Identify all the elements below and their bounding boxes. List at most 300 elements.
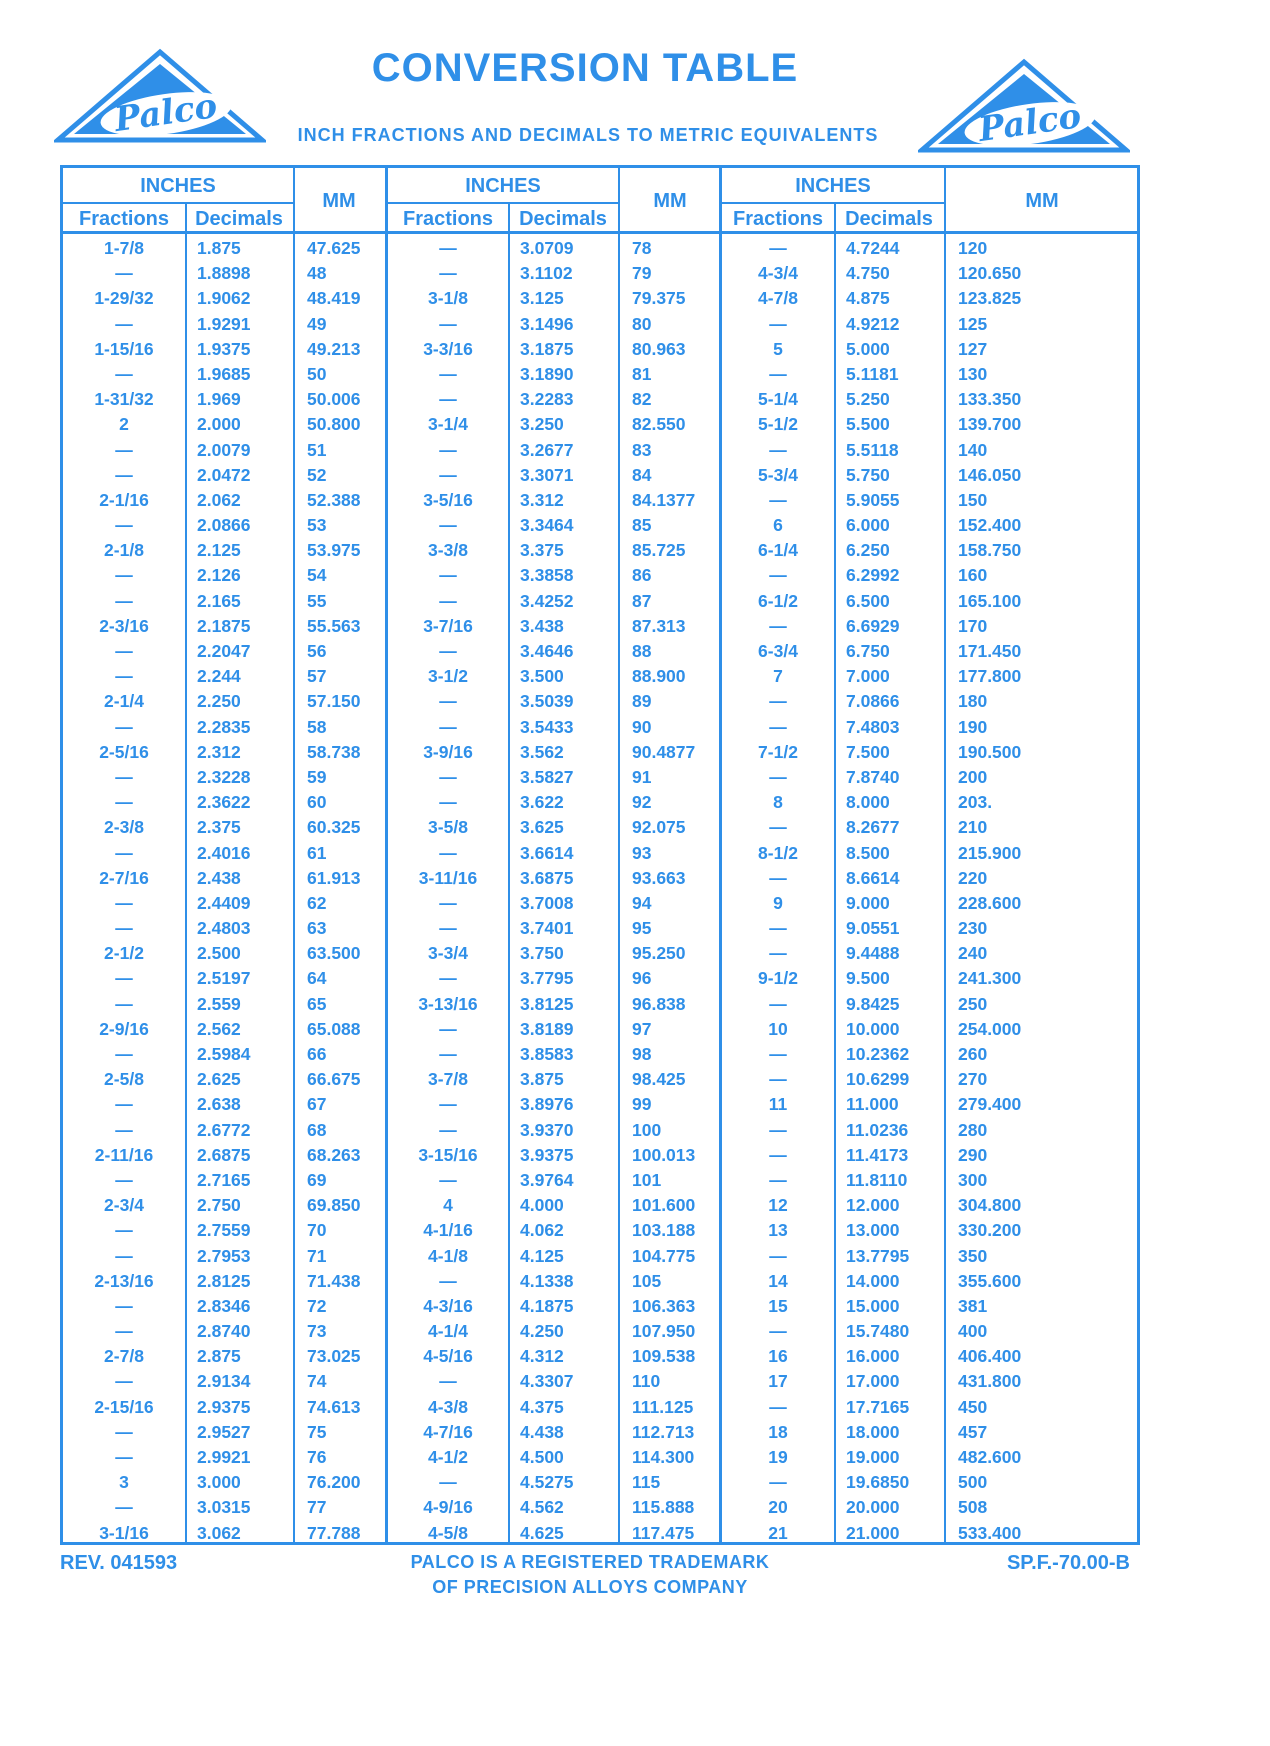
table-row (722, 815, 1137, 840)
decimal-cell: 3.438 (520, 615, 564, 636)
decimal-cell: 3.2283 (520, 389, 574, 410)
decimal-cell: 3.6614 (520, 842, 574, 863)
fraction-cell: 1-31/32 (94, 389, 154, 410)
table-row (63, 412, 385, 437)
table-row (388, 538, 719, 563)
trademark-notice (360, 1550, 820, 1600)
fraction-cell: 6 (773, 515, 783, 536)
mm-cell: 61.913 (307, 867, 361, 888)
decimal-cell: 11.0236 (846, 1119, 909, 1140)
table-row (63, 639, 385, 664)
table-row (63, 236, 385, 261)
fraction-cell: — (115, 641, 133, 661)
mm-cell: 115 (632, 1472, 661, 1493)
table-row (63, 387, 385, 412)
fraction-cell: 4-1/16 (423, 1220, 473, 1241)
fraction-cell: — (115, 1295, 133, 1316)
decimal-cell: 4.625 (520, 1522, 564, 1543)
mm-cell: 61 (307, 842, 327, 863)
decimal-cell: 2.875 (197, 1346, 241, 1367)
mm-cell: 56 (307, 641, 327, 661)
decimal-cell: 3.375 (520, 540, 564, 561)
decimal-cell: 11.4173 (846, 1144, 909, 1165)
fraction-cell: — (115, 515, 133, 536)
mm-cell: 85.725 (632, 540, 686, 561)
decimal-cell: 14.000 (846, 1270, 900, 1291)
table-row (63, 1445, 385, 1470)
table-row (722, 1244, 1137, 1269)
mm-cell: 280 (958, 1119, 988, 1140)
table-rows (388, 236, 719, 1546)
fraction-cell: — (439, 1044, 457, 1064)
mm-cell: 57.150 (307, 691, 361, 712)
fraction-cell: 2 (119, 414, 129, 435)
fraction-cell: — (769, 1396, 787, 1417)
mm-cell: 58 (307, 716, 327, 737)
table-row (388, 563, 719, 588)
mm-cell: 91 (632, 766, 652, 787)
decimal-cell: 2.165 (197, 590, 241, 611)
fraction-cell: — (769, 691, 787, 712)
decimal-cell: 2.500 (197, 943, 241, 964)
decimal-cell: 4.3307 (520, 1371, 574, 1392)
table-row (63, 538, 385, 563)
decimal-cell: 5.750 (846, 464, 890, 485)
revision-label: REV. 041593 (60, 1552, 178, 1574)
table-row (722, 1369, 1137, 1394)
mm-cell: 54 (307, 565, 327, 586)
fraction-cell: — (769, 238, 787, 258)
decimal-cell: 2.562 (197, 1018, 241, 1039)
fraction-cell: — (115, 1497, 133, 1518)
mm-cell: 101.600 (632, 1195, 696, 1216)
table-row (722, 438, 1137, 463)
mm-cell: 50.006 (307, 389, 361, 410)
table-row (722, 891, 1137, 916)
fraction-cell: 11 (768, 1094, 788, 1115)
fraction-cell: 16 (768, 1346, 788, 1367)
table-row (388, 639, 719, 664)
decimal-cell: 4.250 (520, 1321, 564, 1342)
mm-cell: 95 (632, 918, 652, 939)
decimal-cell: 2.625 (197, 1069, 241, 1090)
decimal-cell: 4.562 (520, 1497, 564, 1518)
decimal-cell: 4.750 (846, 263, 890, 284)
table-row (388, 992, 719, 1017)
decimal-cell: 3.0315 (197, 1497, 251, 1518)
mm-cell: 117.475 (632, 1522, 695, 1543)
mm-cell: 76 (307, 1447, 327, 1467)
fraction-cell: — (439, 1371, 457, 1392)
decimal-cell: 2.8125 (197, 1270, 251, 1291)
mm-cell: 71 (307, 1245, 327, 1266)
mm-cell: 230 (958, 918, 988, 939)
mm-cell: 279.400 (958, 1094, 1022, 1115)
table-row (722, 1445, 1137, 1470)
mm-cell: 50 (307, 363, 327, 384)
table-row (63, 614, 385, 639)
table-row (388, 916, 719, 941)
decimal-cell: 3.750 (520, 943, 564, 964)
fraction-cell: — (769, 489, 787, 510)
fraction-cell: — (115, 792, 133, 813)
decimal-cell: 2.126 (197, 565, 241, 586)
table-row (63, 664, 385, 689)
decimal-cell: 2.375 (197, 817, 241, 838)
fraction-cell: 3-5/16 (423, 489, 473, 510)
fraction-cell: 20 (768, 1497, 788, 1518)
decimal-cell: 10.000 (846, 1018, 900, 1039)
table-row (722, 1319, 1137, 1344)
mm-cell: 210 (958, 817, 988, 838)
fraction-cell: 2-5/8 (104, 1069, 144, 1090)
decimal-cell: 6.750 (846, 641, 890, 661)
table-row (722, 387, 1137, 412)
table-row (388, 1042, 719, 1067)
mm-cell: 52 (307, 464, 327, 485)
mm-cell: 290 (958, 1144, 988, 1165)
mm-cell: 250 (958, 993, 988, 1014)
decimal-cell: 3.3464 (520, 515, 574, 536)
decimal-cell: 11.000 (846, 1094, 899, 1115)
mm-cell: 74.613 (307, 1396, 361, 1417)
fraction-cell: 4-3/16 (423, 1295, 473, 1316)
fraction-cell: 9 (773, 892, 783, 913)
table-row (722, 1092, 1137, 1117)
fraction-cell: — (115, 464, 133, 485)
table-row (63, 362, 385, 387)
fractions-header: Fractions (63, 204, 185, 234)
decimal-cell: 2.7165 (197, 1169, 251, 1190)
decimal-cell: 2.000 (197, 414, 241, 435)
decimal-cell: 2.2047 (197, 641, 251, 661)
fractions-header: Fractions (388, 204, 508, 234)
mm-cell: 92 (632, 792, 652, 813)
table-row (388, 261, 719, 286)
fraction-cell: 8 (773, 792, 783, 813)
mm-cell: 270 (958, 1069, 988, 1090)
table-row (388, 1067, 719, 1092)
mm-cell: 65 (307, 993, 327, 1014)
mm-cell: 86 (632, 565, 652, 586)
fraction-cell: 3-13/16 (418, 993, 478, 1014)
fraction-cell: 4-5/8 (428, 1522, 468, 1543)
fraction-cell: — (769, 1044, 787, 1064)
decimal-cell: 8.2677 (846, 817, 900, 838)
table-row (388, 589, 719, 614)
table-row (388, 1092, 719, 1117)
table-row (722, 715, 1137, 740)
mm-cell: 66 (307, 1044, 327, 1064)
mm-cell: 60.325 (307, 817, 361, 838)
fraction-cell: — (439, 389, 457, 410)
decimal-cell: 2.6772 (197, 1119, 251, 1140)
table-row (722, 1168, 1137, 1193)
fraction-cell: 3-1/16 (99, 1522, 149, 1543)
table-row (388, 1445, 719, 1470)
table-row (63, 1369, 385, 1394)
fraction-cell: — (439, 892, 457, 913)
decimal-cell: 9.000 (846, 892, 890, 913)
mm-cell: 101 (632, 1169, 662, 1190)
fraction-cell: — (115, 1044, 133, 1064)
table-row (63, 312, 385, 337)
table-row (388, 966, 719, 991)
decimal-cell: 2.7559 (197, 1220, 251, 1241)
fraction-cell: — (439, 1119, 457, 1140)
mm-cell: 130 (958, 363, 988, 384)
table-row (388, 891, 719, 916)
mm-cell: 180 (958, 691, 988, 712)
decimal-cell: 6.2992 (846, 565, 900, 586)
mm-cell: 95.250 (632, 943, 686, 964)
fraction-cell: 4-9/16 (423, 1497, 473, 1518)
fraction-cell: — (115, 968, 133, 989)
decimal-cell: 3.8976 (520, 1094, 574, 1115)
table-row (722, 412, 1137, 437)
mm-cell: 58.738 (307, 741, 361, 762)
fraction-cell: — (115, 1371, 133, 1392)
fraction-cell: — (115, 1169, 133, 1190)
decimal-cell: 2.2835 (197, 716, 251, 737)
fraction-cell: — (769, 615, 787, 636)
mm-cell: 107.950 (632, 1321, 696, 1342)
table-row (388, 1294, 719, 1319)
fraction-cell: 2-1/2 (104, 943, 144, 964)
table-row (722, 236, 1137, 261)
decimal-cell: 3.9375 (520, 1144, 574, 1165)
mm-cell: 64 (307, 968, 327, 989)
fraction-cell: — (769, 993, 787, 1014)
fraction-cell: — (439, 842, 457, 863)
mm-cell: 103.188 (632, 1220, 696, 1241)
decimal-cell: 4.125 (520, 1245, 564, 1266)
mm-cell: 139.700 (958, 414, 1022, 435)
decimal-cell: 4.438 (520, 1421, 564, 1442)
decimal-cell: 2.6875 (197, 1144, 251, 1165)
table-row (63, 1294, 385, 1319)
mm-cell: 355.600 (958, 1270, 1022, 1291)
fraction-cell: — (439, 590, 457, 611)
fraction-cell: 2-13/16 (94, 1270, 154, 1291)
mm-cell: 59 (307, 766, 327, 787)
mm-cell: 93 (632, 842, 652, 863)
fraction-cell: 5-1/2 (758, 414, 798, 435)
table-row (63, 488, 385, 513)
table-row (722, 1017, 1137, 1042)
fraction-cell: 4-3/4 (758, 263, 798, 284)
table-row (63, 1092, 385, 1117)
decimal-cell: 3.125 (520, 288, 564, 309)
table-section-2 (385, 168, 719, 1542)
decimal-cell: 1.969 (197, 389, 241, 410)
mm-cell: 158.750 (958, 540, 1022, 561)
table-row (388, 337, 719, 362)
decimal-cell: 1.9062 (197, 288, 251, 309)
mm-cell: 228.600 (958, 892, 1022, 913)
fraction-cell: 4-7/16 (423, 1421, 473, 1442)
table-row (388, 866, 719, 891)
mm-cell: 70 (307, 1220, 327, 1241)
table-row (722, 1395, 1137, 1420)
table-row (722, 563, 1137, 588)
mm-header: MM (944, 168, 1140, 234)
fraction-cell: — (769, 1321, 787, 1342)
mm-cell: 88.900 (632, 666, 686, 687)
decimal-cell: 4.7244 (846, 238, 900, 258)
mm-cell: 63 (307, 918, 327, 939)
table-row (388, 1344, 719, 1369)
decimal-cell: 3.8189 (520, 1018, 574, 1039)
decimal-cell: 5.1181 (846, 363, 899, 384)
palco-logo-left (54, 48, 266, 152)
fraction-cell: — (439, 313, 457, 334)
table-row (63, 992, 385, 1017)
decimal-cell: 3.3071 (520, 464, 574, 485)
decimal-cell: 13.000 (846, 1220, 900, 1241)
decimal-cell: 15.000 (846, 1295, 900, 1316)
fraction-cell: 8-1/2 (758, 842, 798, 863)
mm-cell: 170 (958, 615, 988, 636)
decimal-cell: 2.062 (197, 489, 241, 510)
fraction-cell: 4-1/4 (428, 1321, 468, 1342)
table-row (388, 765, 719, 790)
table-row (63, 337, 385, 362)
mm-cell: 77 (307, 1497, 327, 1518)
mm-cell: 125 (958, 313, 988, 334)
mm-cell: 97 (632, 1018, 652, 1039)
table-row (63, 866, 385, 891)
fraction-cell: — (769, 1472, 787, 1493)
fraction-cell: — (439, 1094, 457, 1115)
fraction-cell: 3-3/4 (428, 943, 468, 964)
table-row (63, 1168, 385, 1193)
mm-cell: 80.963 (632, 338, 686, 359)
mm-cell: 98 (632, 1044, 652, 1064)
table-row (722, 1269, 1137, 1294)
fraction-cell: — (769, 867, 787, 888)
fraction-cell: 3 (119, 1472, 129, 1493)
decimal-cell: 3.1102 (520, 263, 573, 284)
table-row (63, 1420, 385, 1445)
mm-cell: 105 (632, 1270, 662, 1291)
mm-cell: 47.625 (307, 238, 361, 258)
mm-cell: 49.213 (307, 338, 361, 359)
fraction-cell: 5-3/4 (758, 464, 798, 485)
mm-cell: 100 (632, 1119, 662, 1140)
decimal-cell: 3.312 (520, 489, 564, 510)
fraction-cell: — (115, 1447, 133, 1467)
fraction-cell: 5 (773, 338, 783, 359)
mm-cell: 220 (958, 867, 988, 888)
decimal-cell: 2.5984 (197, 1044, 251, 1064)
decimal-cell: 2.9375 (197, 1396, 251, 1417)
decimal-cell: 2.559 (197, 993, 241, 1014)
table-row (722, 916, 1137, 941)
fraction-cell: — (769, 918, 787, 939)
decimal-cell: 3.625 (520, 817, 564, 838)
fraction-cell: — (115, 590, 133, 611)
mm-cell: 57 (307, 666, 327, 687)
mm-cell: 72 (307, 1295, 327, 1316)
decimal-cell: 7.4803 (846, 716, 900, 737)
table-row (63, 1395, 385, 1420)
mm-cell: 330.200 (958, 1220, 1022, 1241)
decimal-cell: 3.562 (520, 741, 564, 762)
decimal-cell: 2.3228 (197, 766, 251, 787)
mm-cell: 60 (307, 792, 327, 813)
decimal-cell: 2.9527 (197, 1421, 251, 1442)
fraction-cell: 15 (768, 1295, 788, 1316)
table-row (63, 941, 385, 966)
mm-cell: 190 (958, 716, 988, 737)
mm-cell: 431.800 (958, 1371, 1022, 1392)
fraction-cell: 14 (768, 1270, 788, 1291)
fraction-cell: — (769, 1069, 787, 1090)
decimal-cell: 9.500 (846, 968, 890, 989)
fraction-cell: 1-7/8 (104, 238, 144, 258)
mm-cell: 74 (307, 1371, 327, 1392)
mm-cell: 99 (632, 1094, 652, 1115)
decimal-cell: 3.1496 (520, 313, 574, 334)
table-row (722, 1042, 1137, 1067)
mm-cell: 87.313 (632, 615, 686, 636)
decimal-cell: 3.2677 (520, 439, 574, 460)
table-row (722, 1193, 1137, 1218)
table-section-3 (719, 168, 1137, 1542)
fraction-cell: — (769, 313, 787, 334)
fraction-cell: — (769, 817, 787, 838)
table-row (722, 639, 1137, 664)
decimal-cell: 9.8425 (846, 993, 900, 1014)
table-row (722, 1495, 1137, 1520)
decimal-cell: 3.9764 (520, 1169, 574, 1190)
mm-cell: 67 (307, 1094, 327, 1115)
table-row (722, 1294, 1137, 1319)
fraction-cell: 6-3/4 (758, 641, 798, 661)
table-row (388, 488, 719, 513)
decimal-cell: 2.9921 (197, 1447, 251, 1467)
decimal-cell: 3.5433 (520, 716, 574, 737)
fraction-cell: 13 (768, 1220, 788, 1241)
table-row (722, 337, 1137, 362)
mm-cell: 69 (307, 1169, 327, 1190)
table-row (722, 513, 1137, 538)
mm-cell: 77.788 (307, 1522, 361, 1543)
fraction-cell: — (439, 1169, 457, 1190)
fraction-cell: — (769, 439, 787, 460)
table-row (722, 1470, 1137, 1495)
decimal-cell: 5.500 (846, 414, 890, 435)
fraction-cell: — (115, 1094, 133, 1115)
page-subtitle: INCH FRACTIONS AND DECIMALS TO METRIC EQUIVALENTS (297, 125, 879, 145)
decimal-cell: 2.4016 (197, 842, 251, 863)
mm-cell: 177.800 (958, 666, 1022, 687)
fraction-cell: 2-5/16 (99, 741, 149, 762)
table-row (722, 941, 1137, 966)
decimal-cell: 4.1875 (520, 1295, 574, 1316)
decimal-cell: 2.244 (197, 666, 241, 687)
fraction-cell: 2-7/8 (104, 1346, 144, 1367)
mm-cell: 400 (958, 1321, 988, 1342)
decimal-cell: 3.000 (197, 1472, 241, 1493)
table-row (722, 664, 1137, 689)
table-row (722, 362, 1137, 387)
table-row (722, 689, 1137, 714)
decimal-cell: 8.000 (846, 792, 890, 813)
table-row (388, 941, 719, 966)
decimal-cell: 3.0709 (520, 238, 574, 258)
